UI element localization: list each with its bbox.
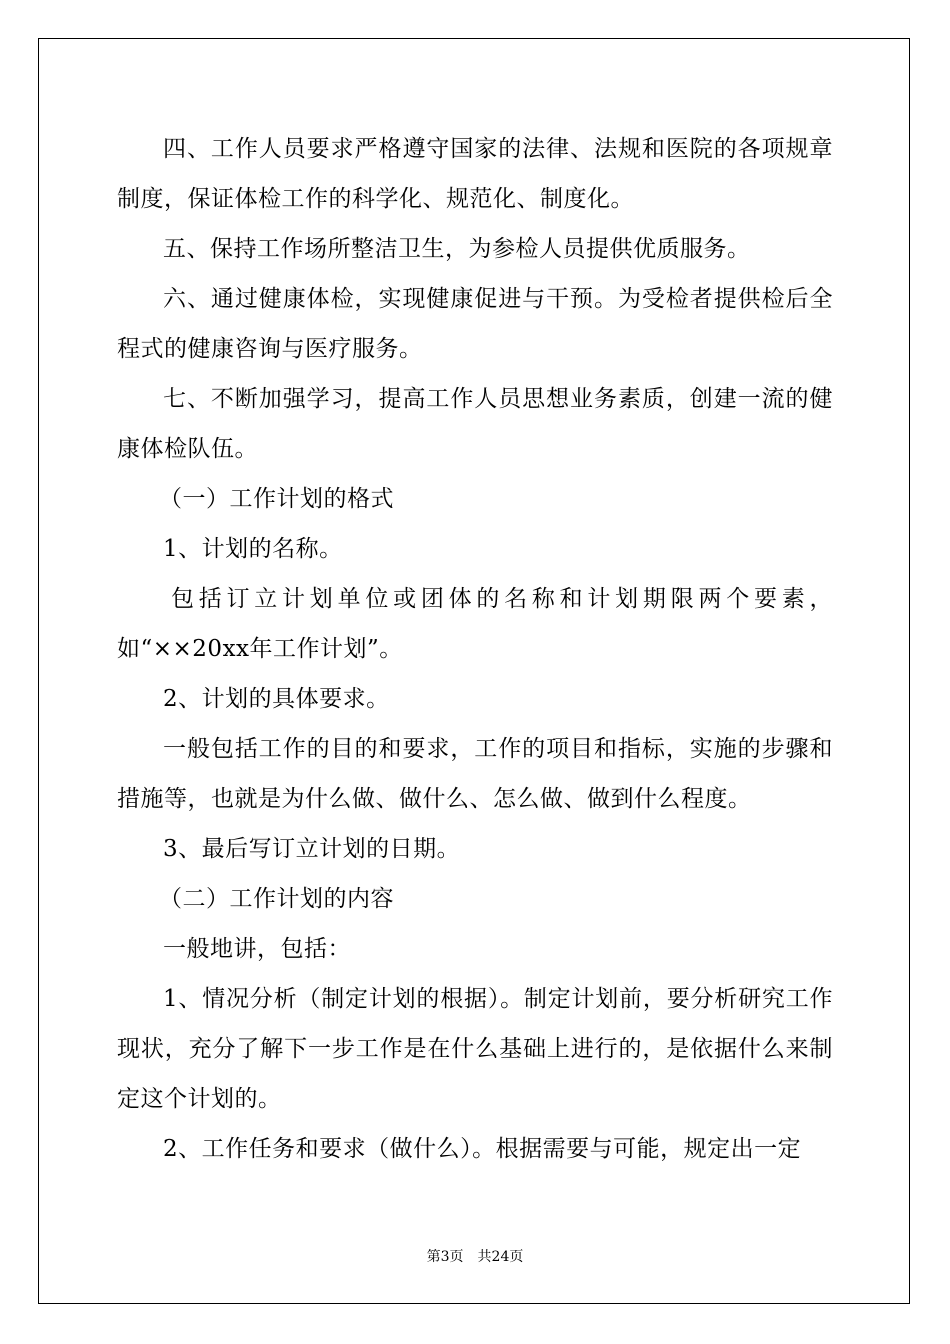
paragraph: 七、不断加强学习，提高工作人员思想业务素质，创建一流的健康体检队伍。 xyxy=(117,386,833,462)
page-footer xyxy=(0,1248,950,1266)
paragraph: 一般地讲，包括： xyxy=(163,936,351,962)
section-heading: （二）工作计划的内容 xyxy=(159,886,394,912)
paragraph: 2、计划的具体要求。 xyxy=(163,686,390,712)
paragraph: 六、通过健康体检，实现健康促进与干预。为受检者提供检后全程式的健康咨询与医疗服务。 xyxy=(117,286,833,362)
paragraph: 1、计划的名称。 xyxy=(163,536,343,562)
paragraph: 1、情况分析（制定计划的根据）。制定计划前，要分析研究工作现状，充分了解下一步工作是在什么基础上进行的，是依据什么来制定这个计划的。 xyxy=(117,986,833,1112)
paragraph: 四、工作人员要求严格遵守国家的法律、法规和医院的各项规章制度，保证体检工作的科学化、规范化、制度化。 xyxy=(117,136,833,212)
paragraph: 3、最后写订立计划的日期。 xyxy=(163,836,461,862)
page-number: 第3页 xyxy=(426,1249,464,1265)
section-heading: （一）工作计划的格式 xyxy=(159,486,394,512)
paragraph: 一般包括工作的目的和要求，工作的项目和指标，实施的步骤和措施等，也就是为什么做、做什么、怎么做、做到什么程度。 xyxy=(117,736,833,812)
page-total: 共24页 xyxy=(477,1249,524,1265)
document-body xyxy=(117,124,833,1174)
paragraph: 五、保持工作场所整洁卫生，为参检人员提供优质服务。 xyxy=(163,236,751,262)
paragraph: 包括订立计划单位或团体的名称和计划期限两个要素，如“××20xx年工作计划”。 xyxy=(117,586,833,662)
paragraph: 2、工作任务和要求（做什么）。根据需要与可能，规定出一定 xyxy=(163,1136,802,1162)
